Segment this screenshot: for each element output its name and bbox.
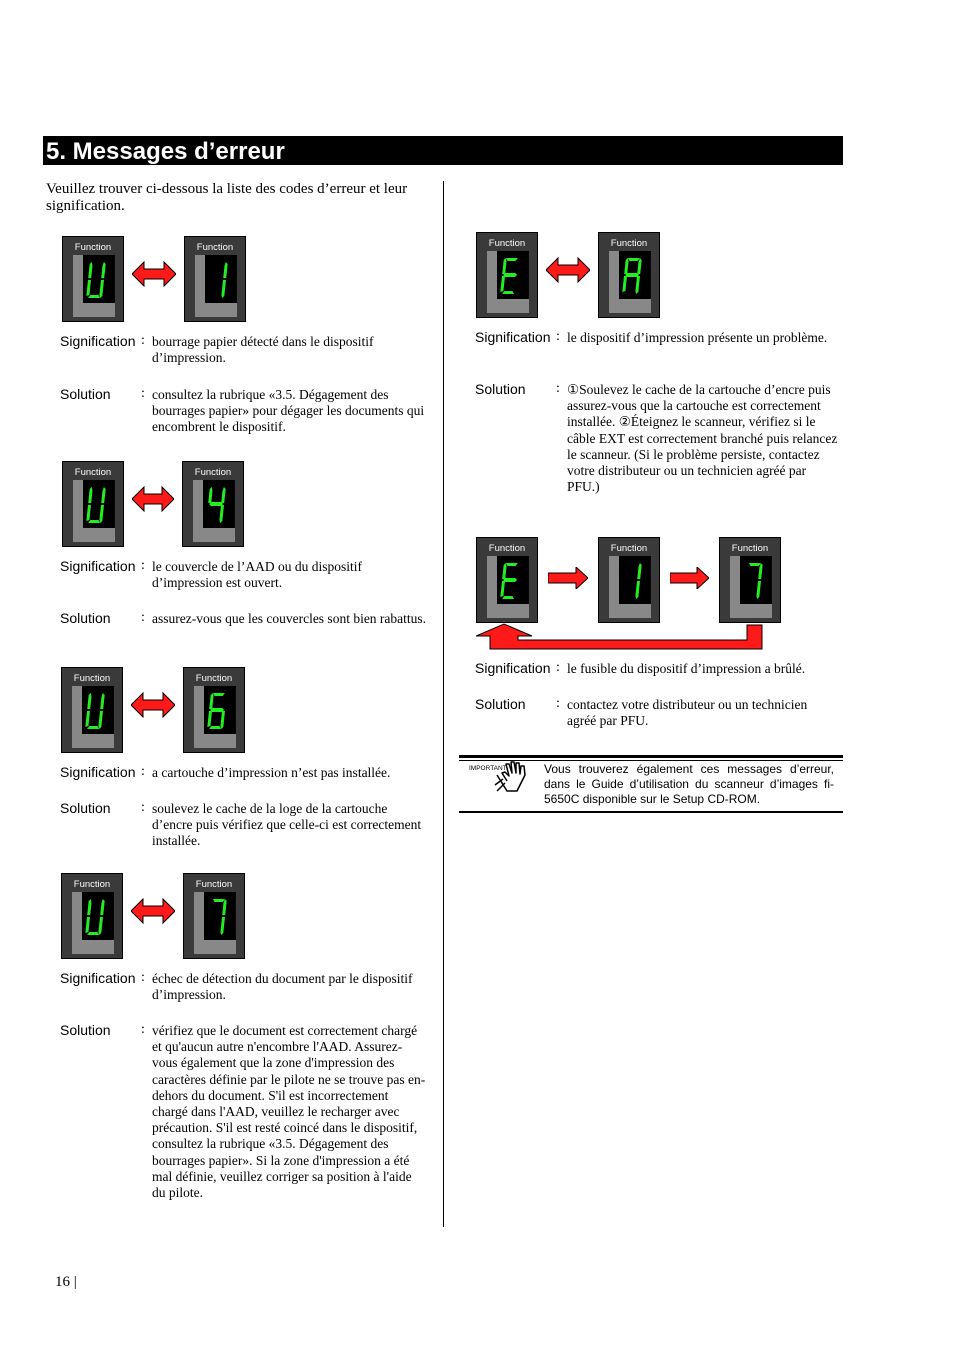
colon: : [556,381,560,396]
page-number: 16 | [55,1274,77,1290]
intro-text: Veuillez trouver ci-dessous la liste des codes d’erreur et leur signification. [46,181,408,214]
colon: : [141,970,145,985]
hand-icon [493,761,529,795]
double-arrow-icon [546,257,590,288]
colon: : [556,660,560,675]
display-panel [183,667,245,753]
solution-label: Solution [60,1022,111,1038]
colon: : [141,333,145,348]
solution-text: contactez votre distributeur ou un technicien agréé par PFU. [567,697,808,729]
panel-label: Function [74,467,112,478]
display-panel [61,667,123,753]
panel-label: Function [731,543,769,554]
panel-label: Function [610,238,648,249]
important-note: Vous trouverez également ces messages d’erreur, dans le Guide d’utilisation du scanneur d’images fi-5650C disponible sur le Setup CD-ROM. [544,762,834,806]
panel-label: Function [196,242,234,253]
double-arrow-icon [132,486,174,517]
meaning-text: le dispositif d’impression présente un problème. [567,330,828,345]
solution-text: consultez la rubrique «3.5. Dégagement des bourrages papier» pour dégager les documents qui encombrent le dispositif. [152,387,425,435]
display-panel [598,537,660,623]
display-panel [184,236,246,322]
display-panel [183,873,245,959]
display-panel [62,236,124,322]
right-arrow-icon [670,567,709,594]
solution-text: assurez-vous que les couvercles sont bien rabattus. [152,611,427,626]
panel-label: Function [74,242,112,253]
colon: : [556,329,560,344]
important-label: IMPORTANT [469,765,507,772]
meaning-label: Signification [60,333,136,349]
panel-label: Function [73,879,111,890]
panel-label: Function [488,238,526,249]
note-bottom-rule [459,811,843,813]
solution-label: Solution [475,696,526,712]
solution-label: Solution [60,610,111,626]
page-title: 5. Messages d’erreur [46,138,285,165]
panel-label: Function [195,673,233,684]
panel-label: Function [194,467,232,478]
display-panel [61,873,123,959]
solution-text: vérifiez que le document est correctement chargé et qu'aucun autre n'encombre l'AAD. Assurez-vous également que la zone d'impression des caractères définie par le pilote ne se trouve pas en-dehors du document. S'il est incorrectement chargé dans l'AAD, veuillez le recharger avec précaution. S'il est resté coincé dans le dispositif, consultez la rubrique «3.5. Dégagement des bourrages papier». Si la zone d'impression a été mal définie, veuillez corriger sa position à l'aide du pilote. [152,1023,426,1201]
colon: : [141,800,145,815]
meaning-label: Signification [475,660,551,676]
meaning-text: le couvercle de l’AAD ou du dispositif d’impression est ouvert. [152,559,362,591]
meaning-label: Signification [60,558,136,574]
solution-text: ①Soulevez le cache de la cartouche d’encre puis assurez-vous que la cartouche est correctement installée. ②Éteignez le scanneur, vérifiez si le câble EXT est correctement branché puis relancez le scanneur. (Si le problème persiste, contactez votre distributeur ou un technicien agréé par PFU.) [567,382,838,495]
colon: : [141,558,145,573]
meaning-label: Signification [475,329,551,345]
note-top-rule [459,755,843,758]
panel-label: Function [488,543,526,554]
colon: : [141,1022,145,1037]
meaning-text: bourrage papier détecté dans le dispositif d’impression. [152,334,374,366]
solution-label: Solution [60,800,111,816]
double-arrow-icon [132,261,176,292]
meaning-text: le fusible du dispositif d’impression a brûlé. [567,661,806,676]
panel-label: Function [73,673,111,684]
solution-text: soulevez le cache de la loge de la cartouche d’encre puis vérifiez que celle-ci est correctement installée. [152,801,422,849]
colon: : [141,764,145,779]
display-panel [182,461,244,547]
solution-label: Solution [475,381,526,397]
colon: : [141,386,145,401]
double-arrow-icon [131,692,175,723]
colon: : [556,696,560,711]
meaning-label: Signification [60,764,136,780]
double-arrow-icon [131,898,175,929]
colon: : [141,610,145,625]
solution-label: Solution [60,386,111,402]
right-arrow-icon [548,567,588,594]
meaning-text: échec de détection du document par le dispositif d’impression. [152,971,413,1003]
display-panel [62,461,124,547]
return-arrow-icon [476,623,763,655]
display-panel [598,232,660,318]
column-divider [443,181,444,1227]
display-panel [476,232,538,318]
meaning-label: Signification [60,970,136,986]
meaning-text: a cartouche d’impression n’est pas installée. [152,765,391,780]
display-panel [476,537,538,623]
panel-label: Function [195,879,233,890]
panel-label: Function [610,543,648,554]
display-panel [719,537,781,623]
